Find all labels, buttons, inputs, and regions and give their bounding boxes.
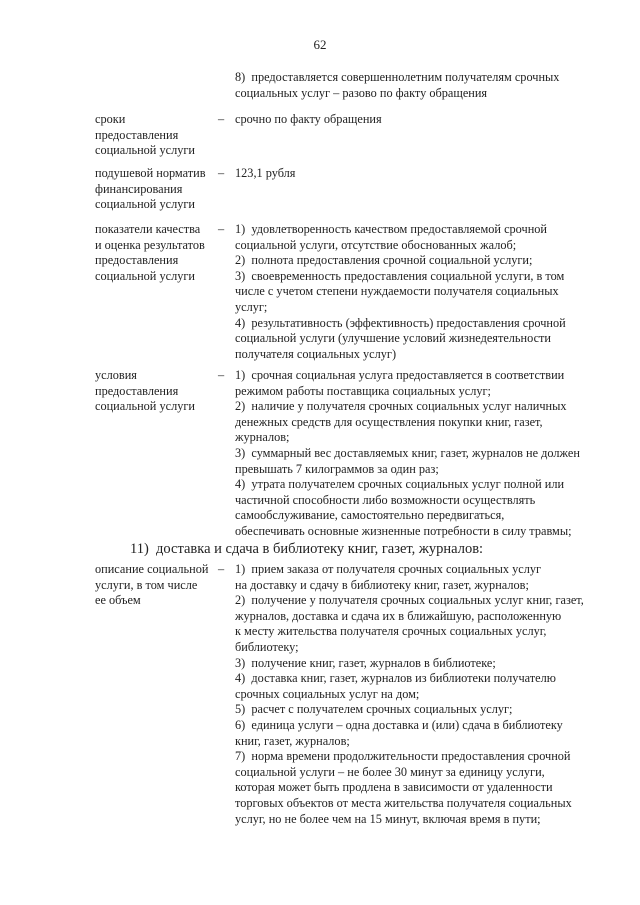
- attribute-row: [95, 112, 590, 159]
- row-value-line: журналов;: [235, 430, 290, 445]
- attribute-row: [95, 368, 590, 540]
- row-label-line: предоставления: [95, 253, 179, 268]
- row-value-line: срочных социальных услуг на дом;: [235, 686, 420, 701]
- row-value-line: 4) результативность (эффективность) предоставления срочной: [235, 315, 566, 330]
- row-dash: –: [218, 562, 225, 576]
- row-label: [95, 112, 218, 159]
- row-label-line: финансирования: [95, 181, 183, 196]
- row-value-line: социальной услуги, отсутствие обоснованных жалоб;: [235, 237, 517, 252]
- row-label-line: сроки: [95, 112, 126, 126]
- row-value-line: к месту жительства получателя срочных социальных услуг,: [235, 624, 547, 639]
- row-label-line: показатели качества: [95, 222, 201, 236]
- row-value: [235, 222, 590, 362]
- row-value-line: получателя социальных услуг): [235, 346, 397, 361]
- row-value-line: социальной услуги – не более 30 минут за единицу услуги,: [235, 764, 545, 779]
- row-value-line: обеспечивать основные жизненные потребности в силу травмы;: [235, 523, 572, 538]
- row-value-line: торговых объектов от места жительства получателя социальных: [235, 795, 572, 810]
- row-value-line: 7) норма времени продолжительности предоставления срочной: [235, 749, 571, 764]
- row-value-line: 3) своевременность предоставления социальной услуги, в том: [235, 268, 565, 283]
- row-value-line: режимом работы поставщика социальных услуг;: [235, 383, 491, 398]
- row-value: [235, 562, 590, 827]
- row-value-line: 2) наличие у получателя срочных социальных услуг наличных: [235, 399, 567, 414]
- row-dash: –: [218, 112, 225, 126]
- attribute-row: [95, 166, 590, 213]
- row-value-line: 1) срочная социальная услуга предоставляется в соответствии: [235, 368, 565, 382]
- row-label: [95, 166, 218, 213]
- row-label-line: социальной услуги: [95, 197, 195, 212]
- row-label: [95, 562, 218, 609]
- row-value: [235, 368, 590, 540]
- row-label: [95, 222, 218, 284]
- row-label-line: социальной услуги: [95, 399, 195, 414]
- row-value-line: 6) единица услуги – одна доставка и (или) сдача в библиотеку: [235, 717, 563, 732]
- row-label-line: социальной услуги: [95, 268, 195, 283]
- row-label-line: предоставления: [95, 383, 179, 398]
- row-label-line: подушевой норматив: [95, 166, 206, 180]
- page-number: 62: [313, 37, 327, 52]
- row-label: [95, 368, 218, 415]
- row-value-line: библиотеку;: [235, 639, 299, 654]
- row-value-line: 4) доставка книг, газет, журналов из библиотеки получателю: [235, 671, 556, 686]
- row-value-line: денежных средств для осуществления покупки книг, газет,: [235, 414, 543, 429]
- row-value-line: 5) расчет с получателем срочных социальных услуг;: [235, 702, 513, 717]
- row-value-line: журналов, доставка и сдача их в ближайшую, расположенную: [235, 608, 562, 623]
- row-value-line: услуг;: [235, 299, 268, 314]
- row-value-line: частичной способности либо возможности осуществлять: [235, 492, 536, 507]
- continuation-line: 8) предоставляется совершеннолетним получателям срочных: [235, 70, 560, 84]
- continuation-text: [235, 70, 595, 101]
- section-heading: 11) доставка и сдача в библиотеку книг, газет, журналов:: [130, 541, 484, 557]
- row-dash: –: [218, 222, 225, 236]
- row-value-line: 4) утрата получателем срочных социальных услуг полной или: [235, 477, 565, 492]
- row-label-line: предоставления: [95, 127, 179, 142]
- row-label-line: услуги, в том числе: [95, 577, 198, 592]
- row-value-line: 2) полнота предоставления срочной социальной услуги;: [235, 253, 533, 268]
- row-value-line: самообслуживание, самостоятельно передвигаться,: [235, 508, 505, 523]
- row-dash: –: [218, 166, 225, 180]
- row-value-line: 1) прием заказа от получателя срочных социальных услуг: [235, 562, 542, 576]
- row-dash: –: [218, 368, 225, 382]
- row-value-line: 123,1 рубля: [235, 166, 296, 180]
- row-value: [235, 166, 590, 182]
- attribute-row: [95, 222, 590, 362]
- row-value-line: числе с учетом степени нуждаемости получателя социальных: [235, 284, 559, 299]
- row-value-line: социальной услуги (улучшение условий жизнедеятельности: [235, 331, 551, 346]
- row-value-line: 1) удовлетворенность качеством предоставляемой срочной: [235, 222, 548, 236]
- row-value-line: на доставку и сдачу в библиотеку книг, газет, журналов;: [235, 577, 529, 592]
- row-value-line: превышать 7 килограммов за один раз;: [235, 461, 439, 476]
- row-value-line: 2) получение у получателя срочных социальных услуг книг, газет,: [235, 593, 584, 608]
- row-label-line: и оценка результатов: [95, 237, 205, 252]
- row-value-line: срочно по факту обращения: [235, 112, 382, 126]
- attribute-row: [95, 562, 590, 827]
- row-label-line: условия: [95, 368, 137, 382]
- row-value-line: 3) суммарный вес доставляемых книг, газет, журналов не должен: [235, 445, 580, 460]
- continuation-line: социальных услуг – разово по факту обращения: [235, 85, 488, 100]
- row-label-line: ее объем: [95, 593, 141, 608]
- row-value-line: услуг, но не более чем на 15 минут, включая время в пути;: [235, 811, 541, 826]
- row-value-line: 3) получение книг, газет, журналов в библиотеке;: [235, 655, 496, 670]
- row-value: [235, 112, 590, 128]
- row-label-line: социальной услуги: [95, 143, 195, 158]
- row-value-line: книг, газет, журналов;: [235, 733, 350, 748]
- row-value-line: которая может быть продлена в зависимости от удаленности: [235, 780, 553, 795]
- row-label-line: описание социальной: [95, 562, 209, 576]
